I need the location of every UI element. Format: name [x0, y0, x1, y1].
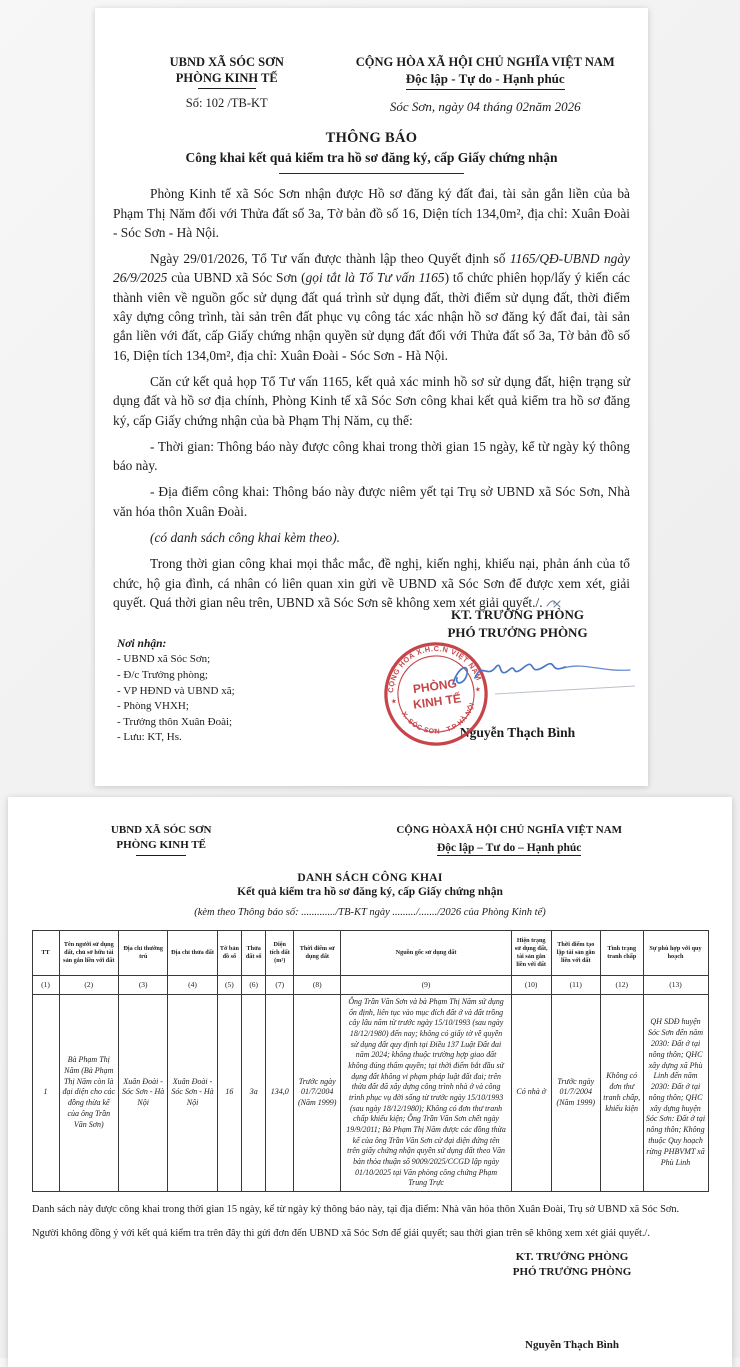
recipient-item: - UBND xã Sóc Sơn; [117, 653, 211, 666]
column-index: (7) [266, 975, 294, 994]
attachment-reference-note: (kèm theo Thông báo số: ............./TB-KT ngày ........./......./2026 của Phòng Kinh tế) [194, 906, 546, 918]
signer-name: Nguyễn Thạch Bình [459, 725, 576, 741]
org-name-line2: PHÒNG KINH TẾ [116, 838, 206, 855]
signer-title-2: PHÓ TRƯỞNG PHÒNG [447, 624, 588, 640]
signature-icon [435, 636, 645, 711]
paragraph-3: Căn cứ kết quả họp Tổ Tư vấn 1165, kết quả xác minh hồ sơ sử dụng đất, hiện trạng sử dụng đất và hồ sơ địa chính, Phòng Kinh tế xã Sóc Sơn công khai kết quả kiểm tra hồ sơ đăng ký, cấp Giấy chứng nhận của bà Phạm Thị Năm, cụ thể: [113, 373, 630, 428]
paragraph-attachment-note: (có danh sách công khai kèm theo). [150, 530, 341, 545]
org-name-line2: PHÒNG KINH TẾ [113, 70, 340, 86]
cell-stt: 1 [32, 994, 59, 1191]
column-index: (9) [341, 975, 511, 994]
national-motto-line2: Độc lập – Tư do – Hạnh phúc [436, 841, 582, 854]
attachment-notes [22, 1202, 718, 1241]
note-line: Người không đồng ý với kết quả kiểm tra trên đây thì gửi đơn đến UBND xã Sóc Sơn để giải quyết; sau thời gian trên sẽ không xem xét giải quyết./. [32, 1228, 650, 1240]
attachment-page [8, 797, 732, 1367]
attachment-subtitle: Kết quả kiểm tra hồ sơ đăng ký, cấp Giấy chứng nhận [237, 885, 503, 898]
national-motto-line1: CỘNG HÒA XÃ HỘI CHỦ NGHĨA VIỆT NAM [355, 55, 615, 69]
column-header: Nguồn gốc sử dụng đất [341, 930, 511, 975]
title-divider [279, 173, 464, 174]
column-header: Diện tích đất (m²) [266, 930, 294, 975]
column-index: (4) [168, 975, 217, 994]
column-header: Sự phù hợp với quy hoạch [643, 930, 708, 975]
recipient-item: - Phòng VHXH; [117, 700, 189, 713]
paragraph-2-ref: 1165/QĐ-UBND ngày 26/9/2025 [113, 251, 630, 286]
column-index: (12) [600, 975, 643, 994]
column-header: Tên người sử dụng đất, chủ sở hữu tài sản gắn liền với đất [59, 930, 118, 975]
cell-asset-creation-time: Trước ngày 01/7/2004 (Năm 1999) [551, 994, 600, 1191]
column-index: (5) [217, 975, 241, 994]
column-index: (8) [294, 975, 341, 994]
column-header: TT [32, 930, 59, 975]
column-header: Hiện trạng sử dụng đất, tài sản gắn liền với đất [511, 930, 551, 975]
cell-land-origin: Ông Trần Văn Sơn và bà Phạm Thị Năm sử dụng ổn định, liên tục vào mục đích đất ở và đất trồng cây lâu năm từ trước ngày 15/10/1993 (sau ngày 18/12/1980) đến nay; không có giấy tờ về quyền sử dụng đất quy định tại Điều 137 Luật Đất đai năm 2024; không thuộc trường hợp giao đất không đúng thẩm quyền; tại thời điểm bắt đầu sử dụng đất không vi phạm pháp luật đất đai; trên thửa đất đã xây dựng công trình nhà ở và công trình phục vụ đời sống từ trước ngày 15/10/1993 (sau ngày 18/12/1980); Không có đơn thư tranh chấp khiếu kiện; Ông Trần Văn Sơn chết ngày 19/9/2011; Bà Phạm Thị Năm được các đồng thừa kế của ông Trần Văn Sơn cử đại diện đứng tên trên giấy chứng nhận quyền sử dụng đất theo Văn bản thỏa thuận số 9009/2025/CCGD lập ngày 01/10/2025 tại Văn phòng công chứng Phạm Trung Trực [341, 994, 511, 1191]
column-index: (3) [119, 975, 168, 994]
stamp-star-right: ★ [474, 686, 482, 694]
paragraph-final [113, 554, 630, 612]
org-name-line1: UBND XÃ SÓC SƠN [169, 55, 284, 69]
public-disclosure-table [32, 930, 709, 1192]
signer-name: Nguyễn Thạch Bình [525, 1338, 619, 1351]
column-header: Địa chỉ thửa đất [168, 930, 217, 975]
attachment-title-block [22, 872, 718, 918]
cell-planning-conformity: QH SDĐ huyện Sóc Sơn đến năm 2030: Đất ở tại nông thôn; QHC xây dựng xã Phù Linh đến năm 2030: Đất ở tại nông thôn; QHC xây dựng huyện Sóc Sơn: Đất ở tại nông thôn; Không thuộc Quy hoạch rừng PHBVMT xã Phù Linh [643, 994, 708, 1191]
national-motto-line1: CỘNG HÒAXÃ HỘI CHỦ NGHĨA VIỆT NAM [396, 824, 623, 836]
paragraph-2-text2: của UBND xã Sóc Sơn ( [167, 270, 306, 286]
signer-title-1: KT. TRƯỞNG PHÒNG [515, 1251, 629, 1264]
column-header: Địa chỉ thường trú [119, 930, 168, 975]
issuing-org-block [113, 54, 340, 115]
cell-parcel-address: Xuân Đoài - Sóc Sơn - Hà Nội [168, 994, 217, 1191]
cell-residence-address: Xuân Đoài - Sóc Sơn - Hà Nội [119, 994, 168, 1191]
cell-area: 134,0 [266, 994, 294, 1191]
column-header: Tờ bản đồ số [217, 930, 241, 975]
recipients-block [117, 636, 235, 746]
paragraph-location: - Địa điểm công khai: Thông báo này được niêm yết tại Trụ sở UBND xã Sóc Sơn, Nhà văn hóa thôn Xuân Đoài. [113, 484, 630, 519]
cell-parcel-number: 3a [242, 994, 266, 1191]
place-date-line: Sóc Sơn, ngày 04 tháng 02năm 2026 [389, 99, 581, 115]
handwritten-signature [435, 636, 645, 711]
column-index: (2) [59, 975, 118, 994]
paragraph-2-text3: ) tổ chức phiên họp/lấy ý kiến các thành viên về nguồn gốc sử dụng đất quá trình sử dụng đất, thời điểm sử dụng đất, thời điểm xây dựng công trình, tài sản trên đất phục vụ công tác xác nhận hồ sơ đăng ký đất đai, tài sản gắn liền với đất, cấp Giấy chứng nhận quyền sử dụng đất đối với Thửa đất số 3a, Tờ bản đồ số 16, Diện tích 134,0m², địa chỉ: Xuân Đoài - Sóc Sơn - Hà Nội. [113, 270, 630, 363]
stamp-arc-top-text: CỘNG HÒA X.H.C.N VIỆT NAM [386, 644, 484, 694]
paragraph-final-text: Trong thời gian công khai mọi thắc mắc, đề nghị, kiến nghị, khiếu nại, phản ánh của tổ chức, hộ gia đình, cá nhân có liên quan xin gửi về UBND xã Sóc Sơn để được xem xét, giải quyết. Quá thời gian nêu trên, UBND xã Sóc Sơn sẽ không xem xét giải quyết./. [113, 556, 630, 610]
signature-block-2 [452, 1250, 692, 1351]
column-header: Tình trạng tranh chấp [600, 930, 643, 975]
page1-header [113, 54, 630, 115]
recipient-item: - Đ/c Trưởng phòng; [117, 668, 208, 681]
document-subtitle: Công khai kết quả kiểm tra hồ sơ đăng ký, cấp Giấy chứng nhận [185, 150, 558, 166]
column-header: Thửa đất số [242, 930, 266, 975]
national-motto-line2: Độc lập - Tự do - Hạnh phúc [406, 71, 565, 90]
national-header-block-2 [300, 823, 718, 856]
notice-body [113, 184, 630, 612]
recipient-item: - Trưởng thôn Xuân Đoài; [117, 715, 233, 728]
column-index: (6) [242, 975, 266, 994]
column-index: (13) [643, 975, 708, 994]
column-index: (1) [32, 975, 59, 994]
page2-header [22, 823, 718, 856]
cell-owner-name: Bà Phạm Thị Năm (Bà Phạm Thị Năm còn là đại diện cho các đồng thừa kế của ông Trần Văn Sơn) [59, 994, 118, 1191]
table-header-row [32, 930, 708, 975]
signer-title-1: KT. TRƯỞNG PHÒNG [450, 607, 584, 622]
column-header: Thời điểm tạo lập tài sản gắn liền với đất [551, 930, 600, 975]
cell-current-status: Có nhà ở [511, 994, 551, 1191]
column-index: (11) [551, 975, 600, 994]
document-title: THÔNG BÁO [325, 130, 418, 147]
column-index: (10) [511, 975, 551, 994]
paragraph-time: - Thời gian: Thông báo này được công khai trong thời gian 15 ngày, kể từ ngày ký thông báo này. [113, 438, 630, 474]
table-row [32, 994, 708, 1191]
paragraph-2-text: Ngày 29/01/2026, Tổ Tư vấn được thành lập theo Quyết định số [150, 251, 510, 267]
stamp-center-line1: PHÒNG [412, 676, 458, 697]
paragraph-1: Phòng Kinh tế xã Sóc Sơn nhận được Hồ sơ đăng ký đất đai, tài sản gắn liền của bà Phạm Thị Năm đối với Thửa đất số 3a, Tờ bản đồ số 16, Diện tích 134,0m², địa chỉ: Xuân Đoài - Sóc Sơn - Hà Nội. [113, 186, 630, 240]
paragraph-2 [113, 249, 630, 365]
cell-dispute-status: Không có đơn thư tranh chấp, khiếu kiện [600, 994, 643, 1191]
recipient-item: - VP HĐND và UBND xã; [117, 684, 235, 697]
notice-page [95, 8, 648, 786]
org-name-line1: UBND XÃ SÓC SƠN [110, 824, 212, 836]
column-header: Thời điểm sử dụng đất [294, 930, 341, 975]
issuing-org-block-2 [22, 823, 300, 856]
document-title-block [113, 130, 630, 174]
signer-title-2: PHÓ TRƯỞNG PHÒNG [512, 1266, 632, 1279]
stamp-star-left: ★ [390, 697, 398, 706]
recipients-label: Nơi nhận: [117, 638, 167, 650]
paragraph-2-alias: gọi tắt là Tổ Tư vấn 1165 [305, 270, 445, 286]
table-index-row [32, 975, 708, 994]
recipient-item: - Lưu: KT, Hs. [117, 731, 182, 744]
document-number: Số: 102 /TB-KT [185, 95, 268, 110]
attachment-title: DANH SÁCH CÔNG KHAI [297, 871, 443, 884]
cell-use-start-time: Trước ngày 01/7/2004 (Năm 1999) [294, 994, 341, 1191]
note-line: Danh sách này được công khai trong thời gian 15 ngày, kể từ ngày ký thông báo này, tại địa điểm: Nhà văn hóa thôn Xuân Đoài, Trụ sở UBND xã Sóc Sơn. [32, 1203, 680, 1215]
cell-map-sheet: 16 [217, 994, 241, 1191]
stamp-center-line2: KINH TẾ [412, 691, 462, 712]
stamp-arc-bottom-text: X. SÓC SƠN - T.P HÀ NỘI [399, 701, 477, 736]
national-header-block [340, 54, 630, 115]
